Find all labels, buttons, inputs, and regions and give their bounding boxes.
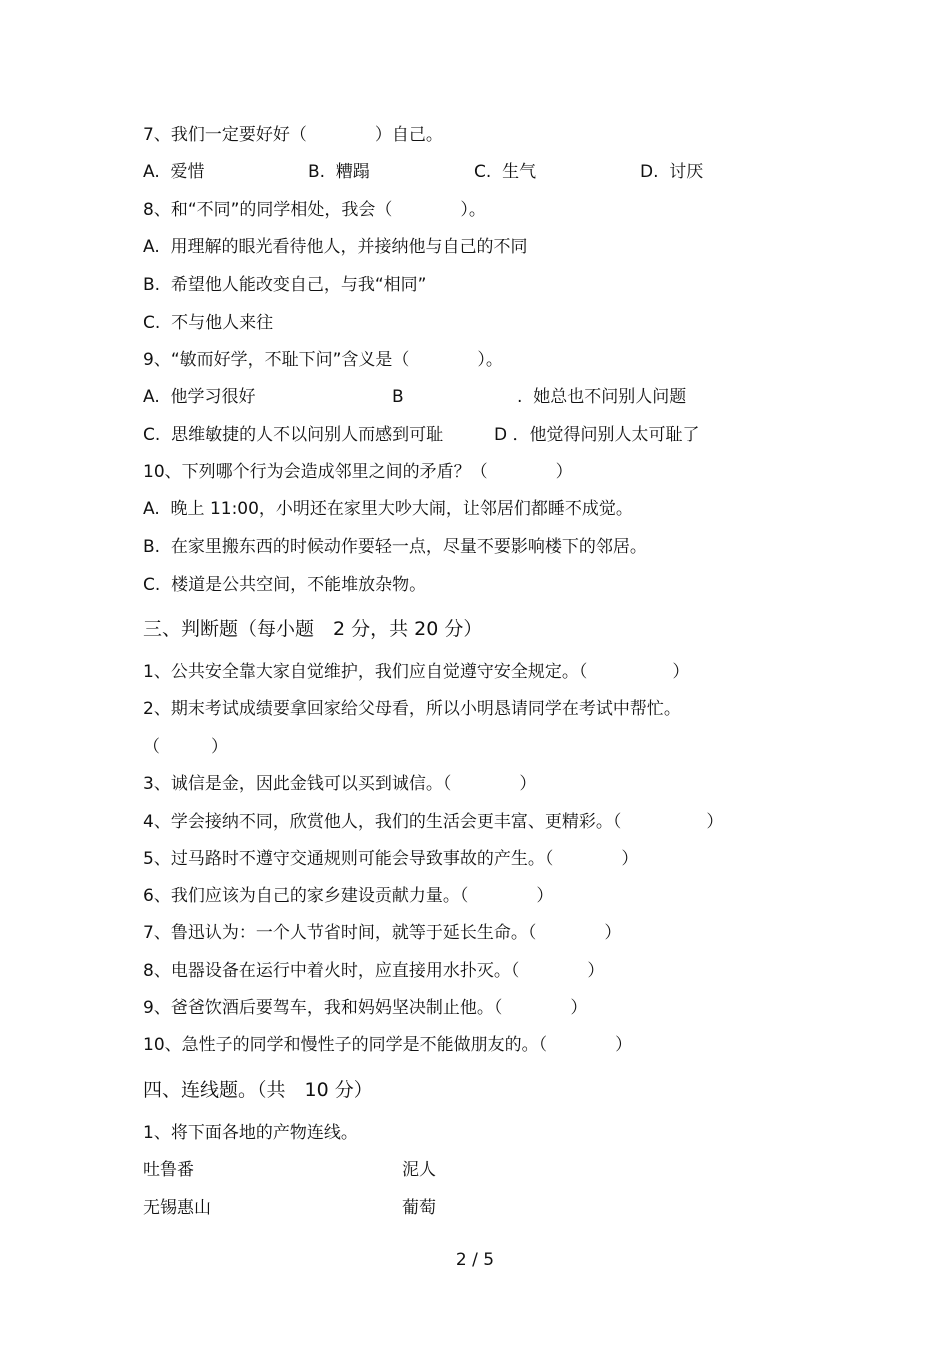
q8-stem: 8、和“不同”的同学相处，我会（ ）。: [143, 200, 486, 220]
judge-item-7: 7、鲁迅认为：一个人节省时间，就等于延长生命。（ ）: [143, 923, 622, 943]
judge-item-2-blank: （ ）: [143, 737, 228, 757]
judge-item-8: 8、电器设备在运行中着火时，应直接用水扑灭。（ ）: [143, 961, 605, 981]
q8-option-a: A. 用理解的眼光看待他人，并接纳他与自己的不同: [143, 237, 528, 257]
q8-option-b: B. 希望他人能改变自己，与我“相同”: [143, 275, 427, 295]
q7-option-c: C. 生气: [474, 162, 537, 182]
section3-title: 三、判断题（每小题 2 分，共 20 分）: [143, 618, 483, 640]
match-left-item-2: 无锡惠山: [143, 1198, 211, 1218]
q9-option-b-text: . 她总也不问别人问题: [517, 387, 687, 407]
q7-stem: 7、我们一定要好好（ ）自己。: [143, 125, 443, 145]
q10-option-c: C. 楼道是公共空间，不能堆放杂物。: [143, 575, 427, 595]
judge-item-4: 4、学会接纳不同，欣赏他人，我们的生活会更丰富、更精彩。（ ）: [143, 812, 724, 832]
q10-stem: 10、下列哪个行为会造成邻里之间的矛盾？（ ）: [143, 462, 573, 482]
q9-stem: 9、“敏而好学，不耻下问”含义是（ ）。: [143, 350, 503, 370]
judge-item-9: 9、爸爸饮酒后要驾车，我和妈妈坚决制止他。（ ）: [143, 998, 588, 1018]
judge-item-2: 2、期末考试成绩要拿回家给父母看，所以小明恳请同学在考试中帮忙。: [143, 699, 681, 719]
judge-item-6: 6、我们应该为自己的家乡建设贡献力量。（ ）: [143, 886, 554, 906]
match-left-item-1: 吐鲁番: [143, 1160, 194, 1180]
q9-option-b-letter: B: [392, 387, 404, 407]
section4-title: 四、连线题。（共 10 分）: [143, 1079, 373, 1101]
judge-item-10: 10、急性子的同学和慢性子的同学是不能做朋友的。（ ）: [143, 1035, 633, 1055]
q7-option-a: A. 爱惜: [143, 162, 205, 182]
q9-option-c: C. 思维敏捷的人不以问别人而感到可耻: [143, 425, 444, 445]
q9-option-a: A. 他学习很好: [143, 387, 256, 407]
q10-option-a: A. 晚上 11:00，小明还在家里大吵大闹，让邻居们都睡不成觉。: [143, 499, 633, 519]
q9-option-d: D ．他觉得问别人太可耻了: [494, 425, 700, 445]
judge-item-3: 3、诚信是金，因此金钱可以买到诚信。（ ）: [143, 774, 537, 794]
q8-option-c: C. 不与他人来往: [143, 313, 274, 333]
match-question-1: 1、将下面各地的产物连线。: [143, 1123, 358, 1143]
page-number: 2 / 5: [455, 1250, 495, 1270]
judge-item-5: 5、过马路时不遵守交通规则可能会导致事故的产生。（ ）: [143, 849, 639, 869]
q10-option-b: B. 在家里搬东西的时候动作要轻一点，尽量不要影响楼下的邻居。: [143, 537, 647, 557]
judge-item-1: 1、公共安全靠大家自觉维护，我们应自觉遵守安全规定。（ ）: [143, 662, 690, 682]
match-right-item-2: 葡萄: [402, 1198, 436, 1218]
q7-option-b: B. 糟蹋: [308, 162, 370, 182]
match-right-item-1: 泥人: [402, 1160, 436, 1180]
q7-option-d: D. 讨厌: [640, 162, 704, 182]
